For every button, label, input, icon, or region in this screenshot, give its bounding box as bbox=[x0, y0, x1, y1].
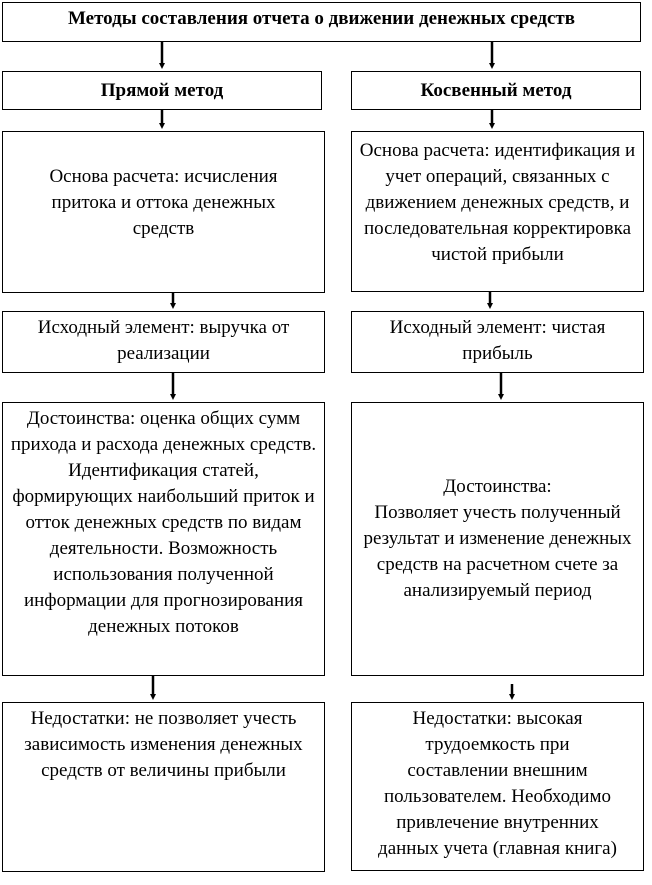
indirect-method-header bbox=[351, 71, 641, 110]
direct-method-header bbox=[2, 71, 322, 110]
indirect-disadvantages-text: Недостатки: высокая трудоемкость при составлении внешним пользователем. Необходимо привлечение внутренних данных учета (главная книга) bbox=[378, 708, 617, 859]
direct-source-text: Исходный элемент: выручка от реализации bbox=[37, 317, 290, 364]
indirect-basis-box bbox=[351, 131, 644, 292]
diagram-title bbox=[2, 2, 641, 42]
diagram-title-text: Методы составления отчета о движении денежных средств bbox=[67, 8, 576, 29]
direct-basis-text: Основа расчета: исчисления притока и оттока денежных средств bbox=[49, 166, 278, 239]
indirect-advantages-box bbox=[351, 402, 644, 676]
indirect-basis-text: Основа расчета: идентификация и учет операций, связанных с движением денежных средств, и последовательная корректировка чистой прибыли bbox=[359, 140, 636, 265]
indirect-advantages-text: Позволяет учесть полученный результат и изменение денежных средств на расчетном счете за анализируемый период bbox=[363, 502, 632, 601]
direct-method-header-text: Прямой метод bbox=[100, 79, 224, 101]
indirect-source-box bbox=[351, 311, 644, 373]
indirect-advantages-label: Достоинства: bbox=[443, 476, 552, 497]
indirect-disadvantages-box bbox=[351, 702, 644, 871]
direct-source-box bbox=[2, 311, 325, 373]
direct-advantages-box bbox=[2, 402, 325, 676]
indirect-source-text: Исходный элемент: чистая прибыль bbox=[389, 317, 606, 364]
direct-basis-box bbox=[2, 131, 325, 293]
direct-advantages-text: Достоинства: оценка общих сумм прихода и расхода денежных средств. Идентификация статей, формирующих наибольший приток и отток денежных средств по видам деятельности. Возможность использования полученной информации для прогнозирования денежных потоков bbox=[10, 408, 317, 637]
direct-disadvantages-box bbox=[2, 702, 325, 872]
direct-disadvantages-text: Недостатки: не позволяет учесть зависимость изменения денежных средств от величины прибыли bbox=[24, 708, 303, 781]
indirect-method-header-text: Косвенный метод bbox=[420, 79, 572, 101]
